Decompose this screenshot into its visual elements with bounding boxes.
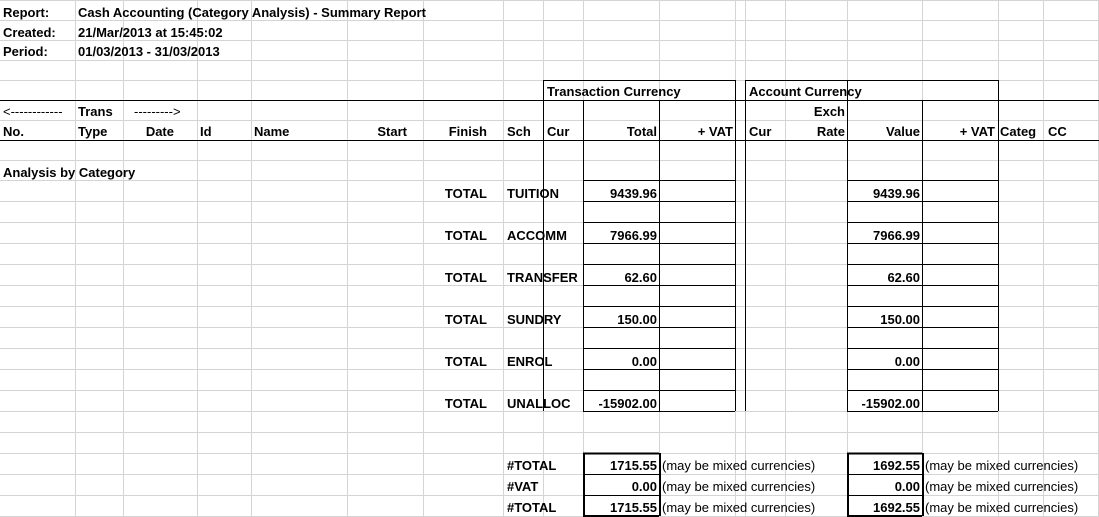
summary-label: #TOTAL [507, 458, 557, 473]
row-total-value: 62.60 [624, 270, 657, 285]
col-vat: + VAT [697, 124, 733, 139]
summary-value: 1692.55 [873, 500, 920, 515]
summary-total: 1715.55 [610, 500, 657, 515]
period-label: Period: [3, 44, 48, 59]
col-cur: Cur [547, 124, 570, 139]
row-total-value: 7966.99 [610, 228, 657, 243]
row-account-value: 62.60 [887, 270, 920, 285]
row-total-value: 150.00 [617, 312, 657, 327]
summary-note-account: (may be mixed currencies) [925, 458, 1079, 473]
row-account-value: 150.00 [880, 312, 920, 327]
summary-note: (may be mixed currencies) [662, 479, 816, 494]
row-total-label: TOTAL [444, 396, 487, 411]
col-total: Total [626, 124, 657, 139]
exch-label: Exch [813, 104, 845, 119]
row-total-value: -15902.00 [598, 396, 657, 411]
group-transaction-currency: Transaction Currency [547, 84, 681, 99]
summary-note-account: (may be mixed currencies) [925, 500, 1079, 515]
col-no: No. [3, 124, 24, 139]
col-cur-account: Cur [749, 124, 772, 139]
col-date: Date [145, 124, 174, 139]
summary-label: #VAT [507, 479, 539, 494]
trans-arrow-left: <------------ [3, 104, 63, 119]
row-account-value: 7966.99 [873, 228, 920, 243]
col-finish: Finish [448, 124, 487, 139]
col-value: Value [886, 124, 920, 139]
created-label: Created: [3, 25, 56, 40]
row-category: ACCOMM [507, 228, 567, 243]
summary-total: 0.00 [631, 479, 657, 494]
trans-arrow-right: ---------> [134, 104, 181, 119]
row-category: ENROL [507, 354, 553, 369]
summary-note: (may be mixed currencies) [662, 458, 816, 473]
summary-note-account: (may be mixed currencies) [925, 479, 1079, 494]
report-label: Report: [3, 5, 50, 20]
summary-total: 1715.55 [610, 458, 657, 473]
row-total-value: 0.00 [631, 354, 657, 369]
trans-label: Trans [78, 104, 113, 119]
col-categ: Categ [1000, 124, 1037, 139]
summary-value: 0.00 [894, 479, 920, 494]
row-account-value: -15902.00 [861, 396, 920, 411]
col-name: Name [254, 124, 290, 139]
summary-value: 1692.55 [873, 458, 920, 473]
row-total-label: TOTAL [444, 186, 487, 201]
report-title: Cash Accounting (Category Analysis) - Summary Report [78, 5, 426, 20]
col-cc: CC [1048, 124, 1067, 139]
row-category: SUNDRY [507, 312, 562, 327]
group-account-currency: Account Currency [749, 84, 862, 99]
col-type: Type [78, 124, 108, 139]
col-rate: Rate [816, 124, 845, 139]
col-start: Start [377, 124, 407, 139]
created-value: 21/Mar/2013 at 15:45:02 [78, 25, 223, 40]
col-id: Id [200, 124, 212, 139]
row-total-label: TOTAL [444, 312, 487, 327]
row-category: TRANSFER [507, 270, 578, 285]
row-total-value: 9439.96 [610, 186, 657, 201]
row-category: UNALLOC [507, 396, 571, 411]
summary-label: #TOTAL [507, 500, 557, 515]
period-value: 01/03/2013 - 31/03/2013 [78, 44, 220, 59]
row-account-value: 9439.96 [873, 186, 920, 201]
col-vat-account: + VAT [959, 124, 995, 139]
col-sch: Sch [507, 124, 531, 139]
row-total-label: TOTAL [444, 354, 487, 369]
section-title: Analysis by Category [3, 165, 136, 180]
row-total-label: TOTAL [444, 228, 487, 243]
row-total-label: TOTAL [444, 270, 487, 285]
row-account-value: 0.00 [894, 354, 920, 369]
summary-note: (may be mixed currencies) [662, 500, 816, 515]
row-category: TUITION [507, 186, 559, 201]
